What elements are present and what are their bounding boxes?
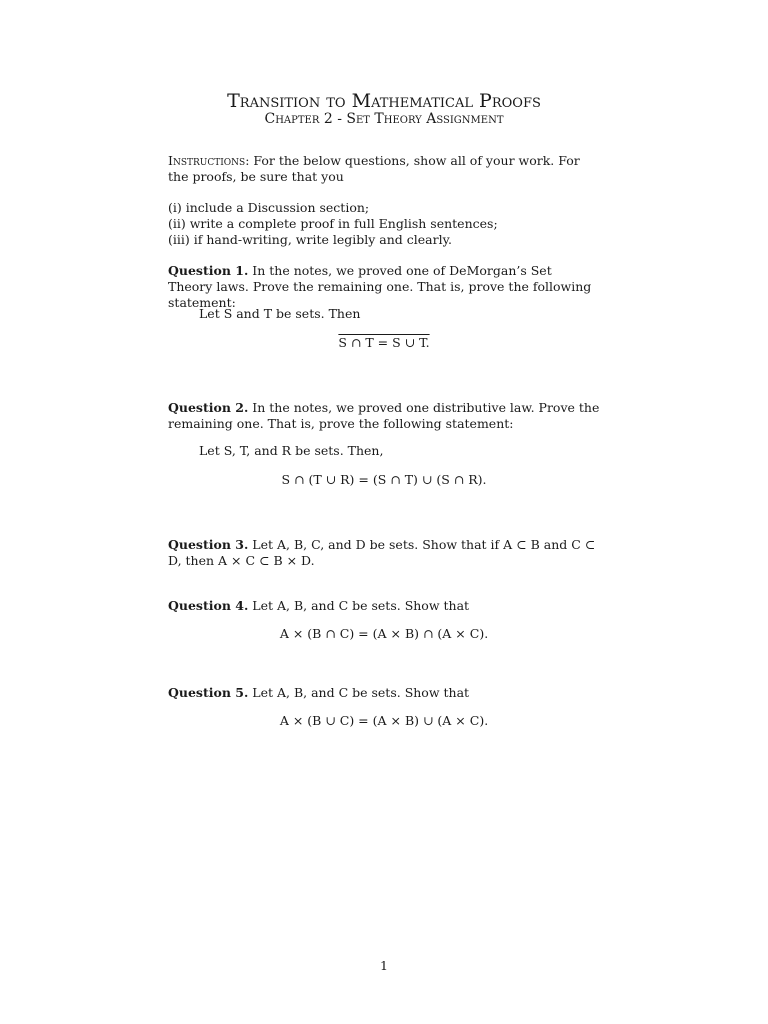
page-number: 1 [380,958,388,973]
question-1-text: In the notes, we proved one of DeMorgan’s Set Theory laws. Prove the remaining one. That is, prove the following statement: [168,263,592,310]
question-1-label: Question 1. [168,263,249,278]
question-2-text: In the notes, we proved one distributive law. Prove the remaining one. That is, prove the following statement: [168,400,600,431]
question-1-equation-text: S ∩ T = S ∪ T. [338,335,430,350]
question-3-paragraph [168,537,600,569]
question-2-paragraph [168,400,600,432]
question-1-paragraph [168,263,600,311]
question-3-text: Let A, B, C, and D be sets. Show that if A ⊂ B and C ⊂ D, then A × C ⊂ B × D. [168,537,596,568]
question-2-label: Question 2. [168,400,249,415]
document-subtitle: Chapter 2 - Set Theory Assignment [264,111,504,127]
instruction-item: (ii) write a complete proof in full English sentences; [168,216,498,231]
question-1-lead: Let S and T be sets. Then [199,306,361,321]
question-5-label: Question 5. [168,685,249,700]
question-2-equation: S ∩ (T ∪ R) = (S ∩ T) ∪ (S ∩ R). [281,472,487,487]
instructions-label: Instructions: [168,153,250,168]
question-4-label: Question 4. [168,598,249,613]
question-1-equation [168,335,600,351]
instructions-list [168,200,600,248]
question-2-lead: Let S, T, and R be sets. Then, [199,443,384,458]
question-5-paragraph [168,685,600,701]
instruction-item: (i) include a Discussion section; [168,200,370,215]
question-5-equation: A × (B ∪ C) = (A × B) ∪ (A × C). [279,713,489,728]
question-4-paragraph [168,598,600,614]
question-3-label: Question 3. [168,537,249,552]
question-5-text: Let A, B, and C be sets. Show that [248,685,470,700]
instructions-text: For the below questions, show all of your work. For the proofs, be sure that you [168,153,580,184]
question-4-text: Let A, B, and C be sets. Show that [248,598,470,613]
instructions-paragraph [168,153,600,185]
question-4-equation: A × (B ∩ C) = (A × B) ∩ (A × C). [279,626,489,641]
instruction-item: (iii) if hand-writing, write legibly and clearly. [168,232,452,247]
document-title: Transition to Mathematical Proofs [227,90,541,112]
